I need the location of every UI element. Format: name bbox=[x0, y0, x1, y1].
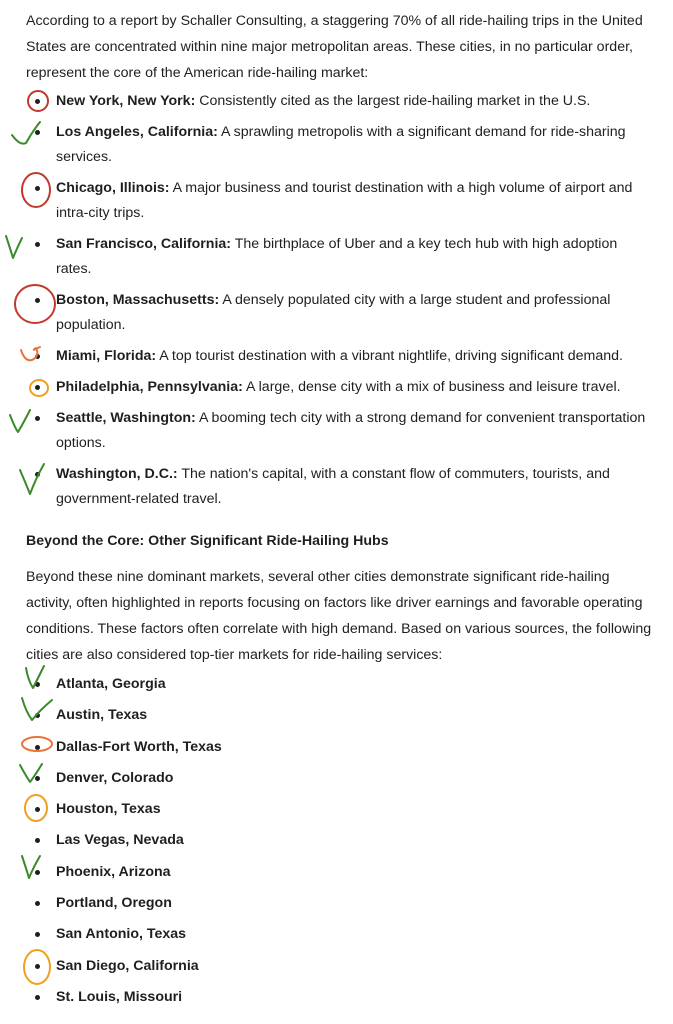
list-item bbox=[26, 120, 656, 170]
list-item bbox=[26, 766, 656, 791]
core-cities-list bbox=[26, 89, 656, 512]
city-name: San Francisco, California: bbox=[56, 236, 232, 252]
bullet-icon bbox=[35, 932, 40, 937]
bullet-icon bbox=[35, 745, 40, 750]
city-name: Boston, Massachusetts: bbox=[56, 292, 220, 308]
list-item bbox=[26, 735, 656, 760]
bullet-icon bbox=[35, 964, 40, 969]
bullet-icon bbox=[35, 901, 40, 906]
city-name: Miami, Florida: bbox=[56, 348, 157, 364]
list-item bbox=[26, 176, 656, 226]
city-name: Austin, Texas bbox=[56, 707, 148, 724]
city-description: A large, dense city with a mix of business and leisure travel. bbox=[242, 379, 621, 395]
city-description: A sprawling metropolis with a significant demand for ride-sharing services. bbox=[56, 124, 626, 165]
bullet-icon bbox=[35, 242, 40, 247]
city-name: Portland, Oregon bbox=[56, 895, 172, 912]
bullet-icon bbox=[35, 807, 40, 812]
city-name: Los Angeles, California: bbox=[56, 124, 218, 140]
city-name: New York, New York: bbox=[56, 93, 196, 109]
city-description: A top tourist destination with a vibrant nightlife, driving significant demand. bbox=[156, 348, 623, 364]
bullet-icon bbox=[35, 870, 40, 875]
city-name: Denver, Colorado bbox=[56, 769, 174, 786]
list-item bbox=[26, 985, 656, 1010]
list-item bbox=[26, 344, 656, 369]
city-name: Dallas-Fort Worth, Texas bbox=[56, 738, 222, 755]
section-heading: Beyond the Core: Other Significant Ride-Hailing Hubs bbox=[26, 533, 389, 549]
list-item bbox=[26, 89, 656, 114]
city-name: Chicago, Illinois: bbox=[56, 180, 170, 196]
bullet-icon bbox=[35, 354, 40, 359]
bullet-icon bbox=[35, 682, 40, 687]
list-item bbox=[26, 672, 656, 697]
list-item bbox=[26, 954, 656, 979]
city-name: Las Vegas, Nevada bbox=[56, 832, 184, 849]
city-description: A booming tech city with a strong demand for convenient transportation options. bbox=[56, 410, 646, 451]
city-description: A densely populated city with a large student and professional population. bbox=[56, 292, 611, 333]
bullet-icon bbox=[35, 186, 40, 191]
bullet-icon bbox=[35, 995, 40, 1000]
bullet-icon bbox=[35, 130, 40, 135]
city-name: St. Louis, Missouri bbox=[56, 988, 183, 1005]
list-item bbox=[26, 860, 656, 885]
list-item bbox=[26, 797, 656, 822]
bullet-icon bbox=[35, 776, 40, 781]
bullet-icon bbox=[35, 713, 40, 718]
list-item bbox=[26, 891, 656, 916]
bullet-icon bbox=[35, 298, 40, 303]
list-item bbox=[26, 462, 656, 512]
document-content bbox=[26, 8, 656, 1016]
city-name: Philadelphia, Pennsylvania: bbox=[56, 379, 243, 395]
city-name: San Antonio, Texas bbox=[56, 926, 187, 943]
list-item bbox=[26, 406, 656, 456]
list-item bbox=[26, 288, 656, 338]
city-name: Phoenix, Arizona bbox=[56, 863, 171, 880]
list-item bbox=[26, 828, 656, 853]
beyond-paragraph: Beyond these nine dominant markets, several other cities demonstrate significant ride-hailing activity, often highlighted in reports focusing on factors like driver earnings and favorable operating conditions. These factors often correlate with high demand. Based on various sources, the following cities are also considered top-tier markets for ride-hailing services: bbox=[26, 569, 652, 663]
bullet-icon bbox=[35, 838, 40, 843]
other-cities-list bbox=[26, 672, 656, 1010]
city-name: Atlanta, Georgia bbox=[56, 676, 166, 692]
list-item bbox=[26, 232, 656, 282]
bullet-icon bbox=[35, 416, 40, 421]
city-name: Seattle, Washington: bbox=[56, 410, 196, 426]
city-name: Houston, Texas bbox=[56, 801, 161, 818]
list-item bbox=[26, 375, 656, 400]
list-item bbox=[26, 922, 656, 947]
bullet-icon bbox=[35, 472, 40, 477]
bullet-icon bbox=[35, 385, 40, 390]
green-check-mark bbox=[6, 236, 22, 258]
city-name: San Diego, California bbox=[56, 957, 199, 974]
bullet-icon bbox=[35, 99, 40, 104]
city-description: A major business and tourist destination with a high volume of airport and intra-city trips. bbox=[56, 180, 633, 221]
city-description: Consistently cited as the largest ride-hailing market in the U.S. bbox=[195, 93, 591, 109]
intro-paragraph: According to a report by Schaller Consulting, a staggering 70% of all ride-hailing trips in the United States are concentrated within nine major metropolitan areas. These cities, in no particular order, represent the core of the American ride-hailing market: bbox=[26, 13, 643, 81]
city-description: The nation's capital, with a constant flow of commuters, tourists, and government-related travel. bbox=[56, 466, 610, 507]
city-description: The birthplace of Uber and a key tech hub with high adoption rates. bbox=[56, 236, 618, 277]
list-item bbox=[26, 703, 656, 728]
city-name: Washington, D.C.: bbox=[56, 466, 178, 482]
